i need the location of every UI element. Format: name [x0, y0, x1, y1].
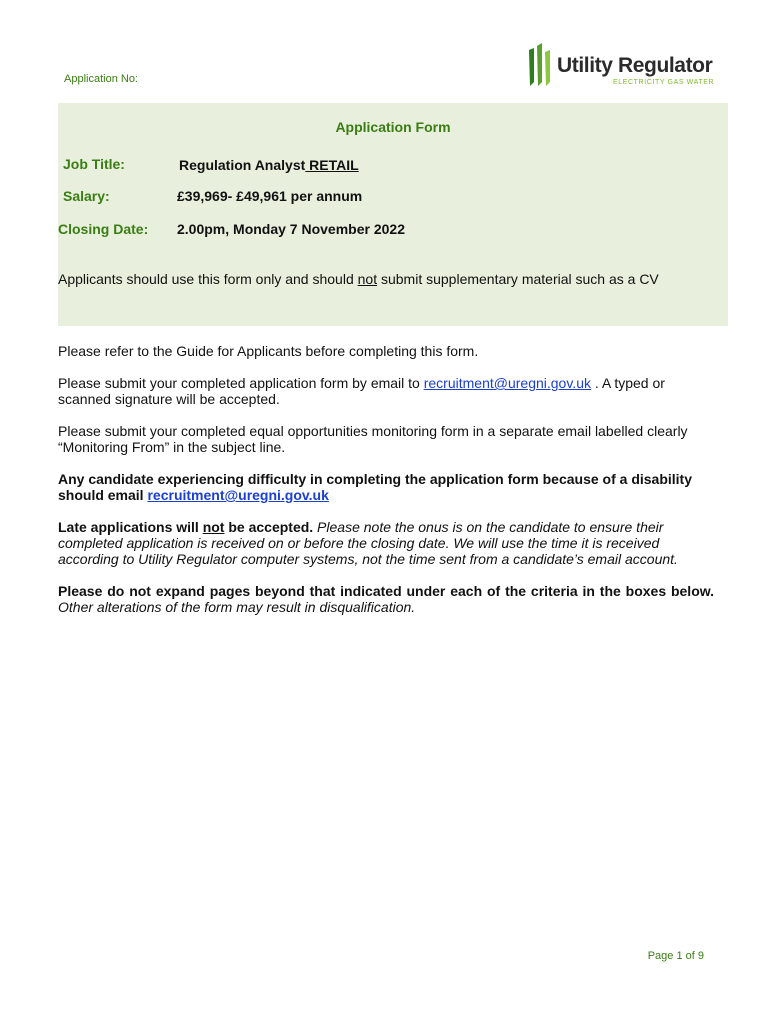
salary-value: £39,969- £49,961 per annum	[177, 188, 363, 204]
applicant-note	[58, 271, 659, 287]
note-text: Applicants should use this form only and should	[58, 271, 358, 287]
late-note: Please note the onus is on the candidate to ensure their completed application is received on or before the closing date. We will use the time it is received according to Utility Regulator computer systems, not the time sent from a candidate’s email account.	[58, 519, 678, 567]
utility-regulator-logo	[527, 42, 727, 92]
job-title-suffix: RETAIL	[305, 157, 359, 173]
page-number: Page 1 of 9	[647, 950, 704, 962]
monitoring-paragraph: Please submit your completed equal opportunities monitoring form in a separate email labelled clearly “Monitoring From” in the subject line.	[58, 423, 688, 455]
guide-paragraph: Please refer to the Guide for Applicants before completing this form.	[58, 343, 479, 359]
late-applications-paragraph	[58, 519, 714, 567]
salary-label: Salary:	[63, 188, 110, 204]
late-emphasis: not	[202, 519, 225, 535]
form-title: Application Form	[335, 119, 451, 135]
logo-wordmark: Utility Regulator	[557, 54, 713, 77]
logo-tagline: ELECTRICITY GAS WATER	[613, 79, 715, 86]
disability-email-link[interactable]: recruitment@uregni.gov.uk	[147, 487, 329, 503]
note-text-end: submit supplementary material such as a CV	[377, 271, 659, 287]
instructions	[58, 343, 714, 631]
expand-warning: Please do not expand pages beyond that indicated under each of the criteria in the boxes below.	[58, 583, 714, 599]
logo-mark-icon	[527, 42, 557, 90]
job-title-value	[179, 157, 359, 173]
job-title-label: Job Title:	[63, 156, 125, 172]
disability-paragraph	[58, 471, 714, 503]
late-text: Late applications will	[58, 519, 203, 535]
recruitment-email-link[interactable]: recruitment@uregni.gov.uk	[423, 375, 591, 391]
expand-pages-paragraph	[58, 583, 714, 615]
closing-date-value: 2.00pm, Monday 7 November 2022	[177, 221, 405, 237]
application-no-label: Application No:	[64, 73, 138, 85]
submit-text-end: . A typed or scanned signature will be accepted.	[58, 375, 665, 407]
note-emphasis: not	[357, 271, 378, 287]
closing-date-label: Closing Date:	[58, 221, 149, 237]
submit-text: Please submit your completed application form by email to	[58, 375, 424, 391]
disability-text: Any candidate experiencing difficulty in completing the application form because of a disability should email	[58, 471, 693, 503]
expand-note: Other alterations of the form may result in disqualification.	[58, 599, 416, 615]
submit-paragraph	[58, 375, 714, 407]
late-text-end: be accepted.	[224, 519, 314, 535]
job-title-text: Regulation Analyst	[179, 157, 306, 173]
job-info-panel	[58, 103, 728, 326]
